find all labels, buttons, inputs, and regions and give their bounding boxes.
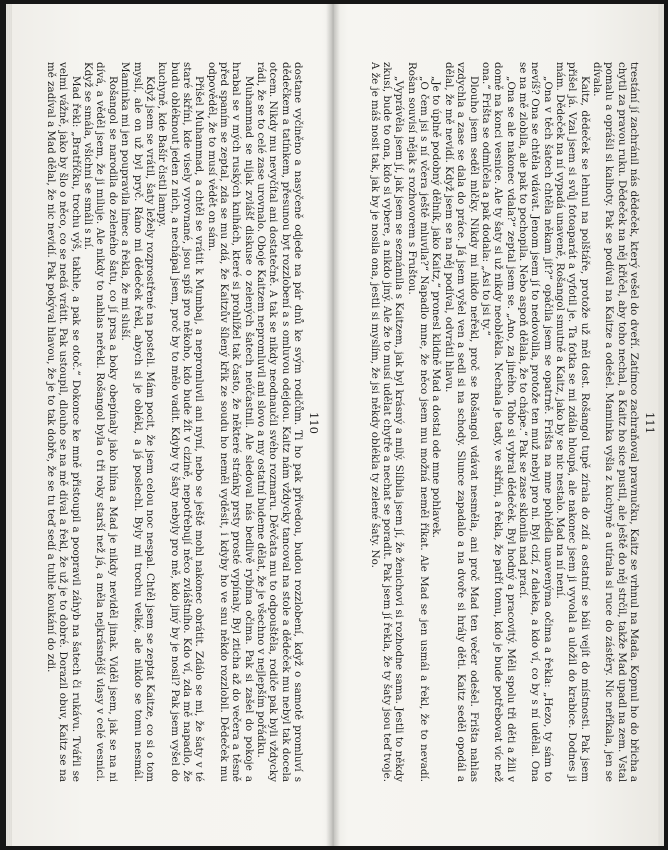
paragraph: dostane vyčiněno a nasyčeně odjede na pár dnů ke svým rodičům. Ti ho pak přivedou, budou rozzlobení, když o samotě promluví s dědečkem a tatínkem, přesunou byt rozzlobení a s omluvou odejdou. Kaitz nám vždycky tancoval na stole a dědeček mu nebyl tak docela otcem. Nikdy mu nevyčítal ani dostatečně. A tak se nikdy neodnaučil svého rozmaru. Děvčata mu to odpouštěla, rodiče pak byli vždycky rádi, že se to celé zase urovnalo. Oboje Kaitzem nepromluvil ani slovo a my ostatní budeme dělat, že je všechno v nejlepším pořádku. [254,62,304,782]
paragraph: Rošangol se narodila do zeleného šatu, co jí prsa a boky obepínaly jako hlína a Mad je nikdy neviděl jinak. Viděl jsem, jak se na ni dívá, a věděl jsem, že ji miluje. Ale nikdy to nahlas neřekl. Rošangol byla o tři roky starší než já, a měla nejkrásnější vlasy v celé vesnici. Když se smála, všichni se smáli s ní. [82,62,119,782]
paragraph: Dlouho jsem seděl mlčky. Nikdy mi nikdo neřekl, proč se Rošangol vdávat nesměla, ani proč Mad ten večer odešel. Frišta nahlas vzdychla a zase se dala do práce. Já jsem vyšel ven a sedl si na schody. Slunce zapadalo a na dvoře si hrály děti. Kaitz seděl opodál a dělal, že mě nevidí. Když jsem se na něj podíval, odvrátil hlavu. [442,62,480,782]
paragraph: „Je to úplně podobný dělník, jako Kaitz,“ pronesl klidně Mad a dostal ode mne pohlavek. [430,76,443,538]
paragraph: Muhammad se nijak zvlášť diskuse o zelených šatech neúčastnil. Ale sledoval nás bedlivě rybíma očima. Pak si zašel do pokoje a hrabal se v mých ruských knihách, které si prohlížel tak často, že některé stránky prsty prosté vypínaly. Byl zticha až do večera a těsně před spaním se zeptal, zda se mu zdá, že Kaitzův šílený křik ze soudu ho neměl vyděsit, i kdyby ho ve snu někdo rozzlobil. Dědeček mu odpověděl, že to musí vědět on sám. [205,62,255,782]
left-page [6,0,328,846]
right-page-text [345,62,640,782]
paragraph: „Ona se ale nakonec vdala?“ zeptal jsem se. „Ano, za jiného. Toho si vybral dědeček. Byl hodný a pracovitý. Měli spolu tři děti a žili v domě na konci vesnice. Ale ty šaty si už nikdy neoblékla. Nechala je tady, ve skříni, a řekla, že patří tomu, kdo je bude potřebovat víc než ona.“ Frišta se odmlčela a pak dodala: „Asi to jsi ty.“ [479,62,517,782]
paragraph: „O čem jsi s ní včera ještě mluvila?“ Napadlo mne, že něco jsem mu možná neměl říkat. Ale Mad se jen usmál a řekl, že to nevadí. Rošan souvisí nějak s rozhovorem s Fruštou. [405,62,431,782]
paragraph: Mad řekl: „Bratříčku, trochu výš, takhle, a pak se otoč.“ Dokonce ke mně přistoupil a poopravil záhyb na šatech či rukávu. Tvářil se velmi vážně, jako by šlo o něco, co se nedá vrátit. Pak ustoupil, dlouho se na mě díval a řekl, že už je to dobré. Dorazil obuv, Kaitz se na mě zadíval a Mad dělal, že nic nevidí. Pak pokýval hlavou, že je to tak dobře, že se tu teď sedí a tuhle koukání do zdi. [45,62,82,782]
page-number: 111 [643,412,657,434]
paragraph: Kaitz, dědeček se lehnul na polštáře, protože už měl dost. Rošangol tupě zírala do zdí a ostatní se báli vejít do místnosti. Pak jsem přišel já. Vzal jsem si svůj fotoaparát a vyfotil je. Ta fotka se mi zdála hloupá, ale nakonec jsem ji vyvolal a uložil do krabice. Dodnes ji mám. Dědeček na ní vypadá unaveně, Rošangol smutně a Kaitz, jako by se nic nestalo. Mad na ní není. [553,62,591,782]
book-gutter [326,4,340,846]
paragraph: trestání jí zachránil nás dědeček, který vešel do dveří. Zatímco zachraňoval pravnučku, Kaitz se vrhnul na Mada. Kopnul ho do břicha a chytil za pravou ruku. Dědeček na něj křičel, aby toho nechal, a Kaitz ho sice pustil, ale ještě do něj strčil, takže Mad upadl na zem. Vstal pomalu a oprášil si kalhoty. Pak se podíval na Kaitze a odešel. Maminka vyšla z kuchyně a utírala si ruce do zástěry. Nic neříkala, jen se dívala. [590,62,640,782]
paragraph: Přišel Muhammad, a chtěl se vrátit k Mumbaj, a nepromluvil ani nyní, nebo se ještě mohl nakonec obrátit. Zdálo se mi, že šaty v té staré skříni, kde visely vyrovnané, jsou spíš pro někoho, kdo bude žít v cizině, nepotřebují něco zvláštního. Kdo ví, zda mě napadlo, že budu obléknout jeden z nich, a nechápal jsem, proč by to mělo vadit. Kdyby ty šaty nebyly pro mě, kdo jiný by je nosil? Pak jsem vyšel do kuchyně, kde Bašír čistil lampy. [156,62,206,782]
paragraph: Když jsem se vrátil, šaty ležely rozprostřené na posteli. Mám pocit, že jsem celou noc nespal. Chtěl jsem se zeptat Kaitze, co si o tom myslí, ale on už byl pryč. Ráno mi dědeček řekl, abych si je oblékl, a já poslechl. Byly mi trochu velké, ale nikdo se tomu nesmál. Maminka mi jen poupravila límec a řekla, že mi sluší. [119,62,156,782]
paragraph: „Vyprávěla jsem jí, jak jsem se seznámila s Kaitzem, jak byl krásný a milý. Slíbila jsem jí, že ženichovi si rozhodne sama. Jestli to někdy zkusí, bude to ona, kdo si vybere, a nikdo jiný. Ale že to musí udělat chytře a nechat se poradit. Pak jsem jí řekla, že ty šaty jsou teď tvoje. A že je máš nosit tak, jak by je nosila ona, jestli si myslím, že jsi někdy oblékla ty zelené šaty. No. [368,62,406,782]
right-page [342,0,664,846]
paragraph: „Ona v těch šatech chtěla někam jít?“ opáčila jsem se opatrně. Frišta na mne pohlédla unavenýma očima a řekla: „Hezo, ty sám to nevíš? Ona se chtěla vdávat. Jenom jsem jí to nedovolila, protože ten muž nebyl pro ni. Byl cizí, z daleka, a kdo ví, co by s ní udělal. Ona se na mě zlobila, ale pak to pochopila. Nebo aspoň dělala, že to chápe.“ Pak se zase sklonila nad prací. [516,62,554,782]
left-page-text [9,62,304,782]
page-number: 110 [307,412,321,434]
